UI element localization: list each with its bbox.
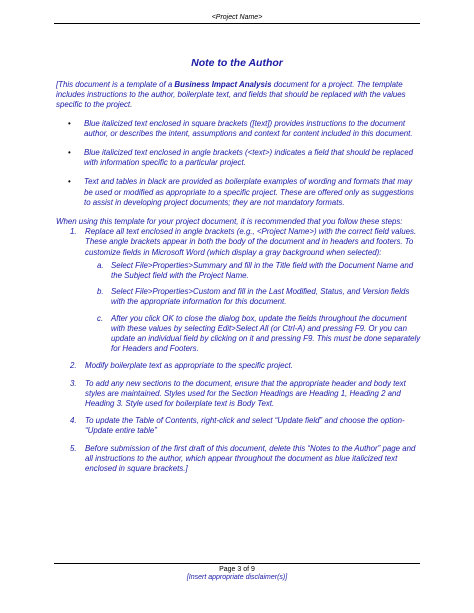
substep-letter: b. (97, 287, 104, 297)
substep-item (85, 287, 422, 307)
steps-intro: When using this template for your project document, it is recommended that you follow these steps: (56, 217, 403, 227)
step-item (56, 444, 422, 475)
substep-letter: c. (97, 313, 104, 323)
bullet-icon: • (68, 148, 71, 158)
intro-text-after: document for a project. The template includes instructions to the author, boilerplate text, and fields that should be replaced with the values specific to the project. (56, 80, 406, 110)
substep-letter: a. (97, 260, 104, 270)
bullet-item (56, 148, 422, 168)
footer-disclaimer: [Insert appropriate disclaimer(s)] (186, 574, 288, 581)
page-title: Note to the Author (191, 57, 283, 69)
step-text: To update the Table of Contents, right-click and select “Update field” and choose the option- “Update entire table” (85, 416, 405, 436)
step-number: 2. (70, 361, 77, 371)
step-item (56, 416, 422, 436)
step-text: To add any new sections to the document, ensure that the appropriate header and body text styles are maintained. Styles used for the Section Headings are Heading 1, Heading 2 and Heading 3. Style used for boilerplate text is Body Text. (85, 378, 406, 409)
intro-paragraph (56, 80, 422, 111)
bullet-icon: • (68, 177, 71, 187)
step-number: 3. (70, 378, 77, 388)
substep-text: After you click OK to close the dialog box, update the fields throughout the document with these values by selecting Edit>Select All (or Ctrl-A) and pressing F9. Or you can update an individual field by clicking on it and pressing F9. This must be done separately for Headers and Footers. (111, 313, 421, 354)
step-number: 4. (70, 416, 77, 426)
step-number: 5. (70, 443, 77, 453)
bullet-item (56, 119, 422, 139)
step-text: Replace all text enclosed in angle brackets (e.g., <Project Name>) with the correct field values. These angle brackets appear in both the body of the document and in headers and footers. To customize fields in Microsoft Word (which display a gray background when selected): (85, 227, 417, 257)
step-number: 1. (70, 227, 77, 237)
steps-list (56, 227, 422, 474)
bullet-text: Text and tables in black are provided as boilerplate examples of wording and formats that may be used or modified as appropriate to a specific project. These are offered only as suggestions to assist in developing project documents; they are not mandatory formats. (84, 177, 414, 207)
step-text: Modify boilerplate text as appropriate to the specific project. (85, 361, 293, 371)
step-item (56, 227, 422, 354)
document-body (56, 80, 422, 481)
intro-text-before: [This document is a template of a (56, 80, 175, 89)
step-text: Before submission of the first draft of this document, delete this “Notes to the Author” page and all instructions to the author, which appear throughout the document as blue italicized text enclosed in square brackets.] (85, 443, 416, 474)
intro-bold-text: Business Impact Analysis (174, 80, 272, 89)
page-number: Page 3 of 9 (219, 566, 255, 573)
step-item (56, 379, 422, 410)
substep-text: Select File>Properties>Summary and fill in the Title field with the Document Name and the Subject field with the Project Name. (111, 260, 414, 281)
page-header: <Project Name> (54, 14, 420, 24)
substep-item (85, 261, 422, 281)
bullet-icon: • (68, 118, 71, 128)
substep-text: Select File>Properties>Custom and fill in the Last Modified, Status, and Version fields with the appropriate information for this document. (111, 287, 410, 307)
bullet-text: Blue italicized text enclosed in square brackets ([text]) provides instructions to the document author, or describes the intent, assumptions and context for content included in this document. (84, 118, 413, 138)
instruction-bullets (56, 119, 422, 208)
bullet-item (56, 177, 422, 208)
substeps-list (85, 261, 422, 355)
substep-item (85, 314, 422, 355)
step-item (56, 361, 422, 371)
bullet-text: Blue italicized text enclosed in angle brackets (<text>) indicates a field that should be replaced with information specific to a particular project. (84, 148, 413, 168)
page-footer (54, 563, 420, 581)
